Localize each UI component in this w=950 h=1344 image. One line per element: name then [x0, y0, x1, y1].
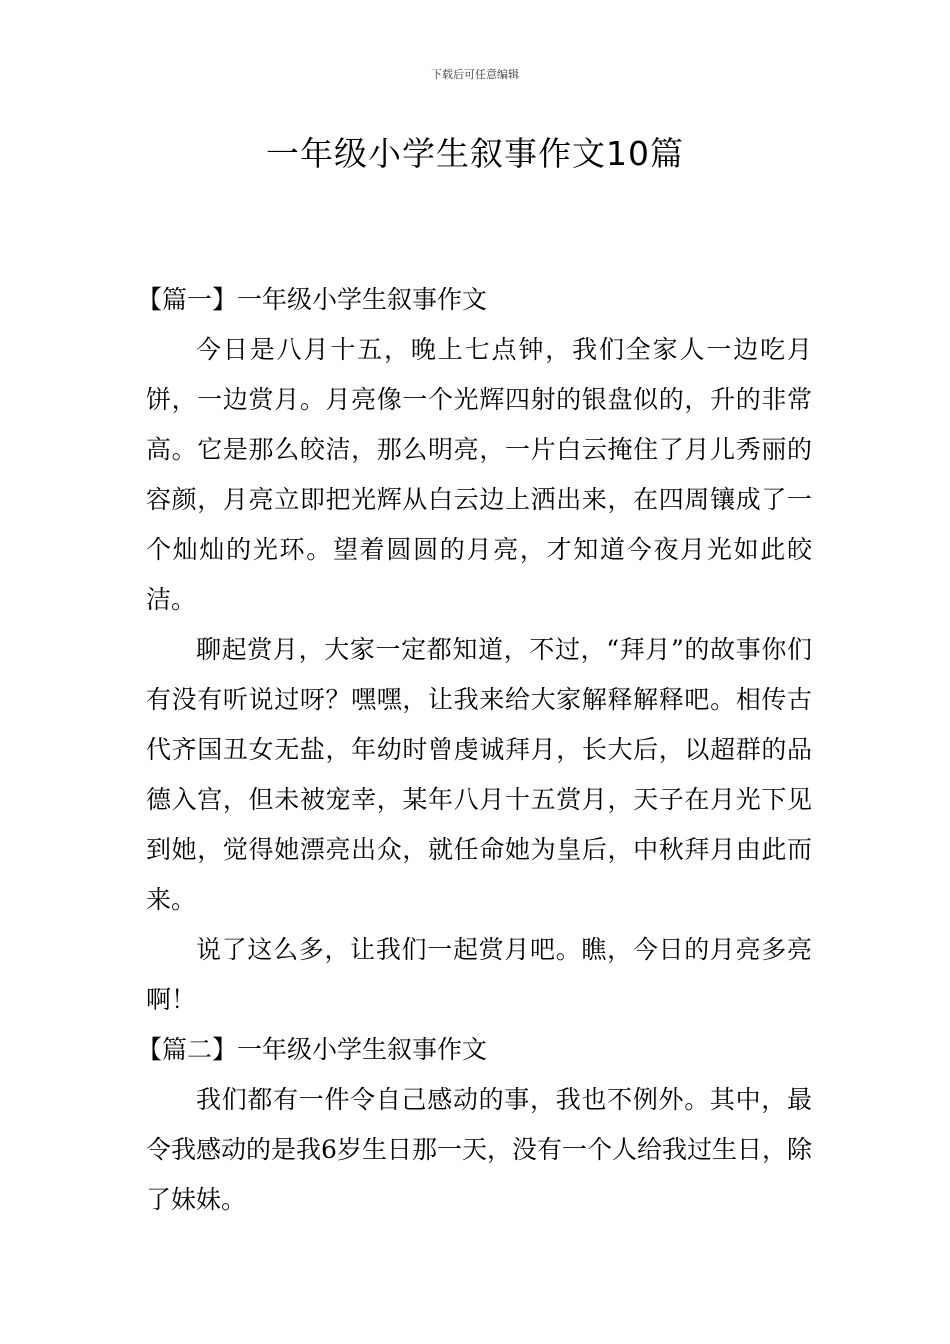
section-heading: 【篇一】一年级小学生叙事作文 — [137, 285, 488, 314]
paragraph: 聊起赏月，大家一定都知道，不过，“拜月”的故事你们有没有听说过呀？嘿嘿，让我来给大家解释解释吧。相传古代齐国丑女无盐，年幼时曾虔诚拜月，长大后，以超群的品德入宫，但未被宠幸，某年八月十五赏月，天子在月光下见到她，觉得她漂亮出众，就任命她为皇后，中秋拜月由此而来。 — [146, 635, 812, 914]
document-title: 一年级小学生叙事作文10篇 — [266, 134, 684, 173]
section-heading: 【篇二】一年级小学生叙事作文 — [137, 1035, 488, 1064]
section-1 — [137, 275, 812, 1025]
header-note: 下载后可任意编辑 — [431, 68, 519, 81]
document-body — [137, 275, 812, 1225]
paragraph: 我们都有一件令自己感动的事，我也不例外。其中，最令我感动的是我6岁生日那一天，没有一个人给我过生日，除了妹妹。 — [146, 1085, 812, 1214]
paragraph: 说了这么多，让我们一起赏月吧。瞧，今日的月亮多亮啊！ — [146, 935, 812, 1014]
paragraph: 今日是八月十五，晚上七点钟，我们全家人一边吃月饼，一边赏月。月亮像一个光辉四射的银盘似的，升的非常高。它是那么皎洁，那么明亮，一片白云掩住了月儿秀丽的容颜，月亮立即把光辉从白云边上洒出来，在四周镶成了一个灿灿的光环。望着圆圆的月亮，才知道今夜月光如此皎洁。 — [146, 335, 812, 614]
section-2 — [137, 1025, 812, 1225]
